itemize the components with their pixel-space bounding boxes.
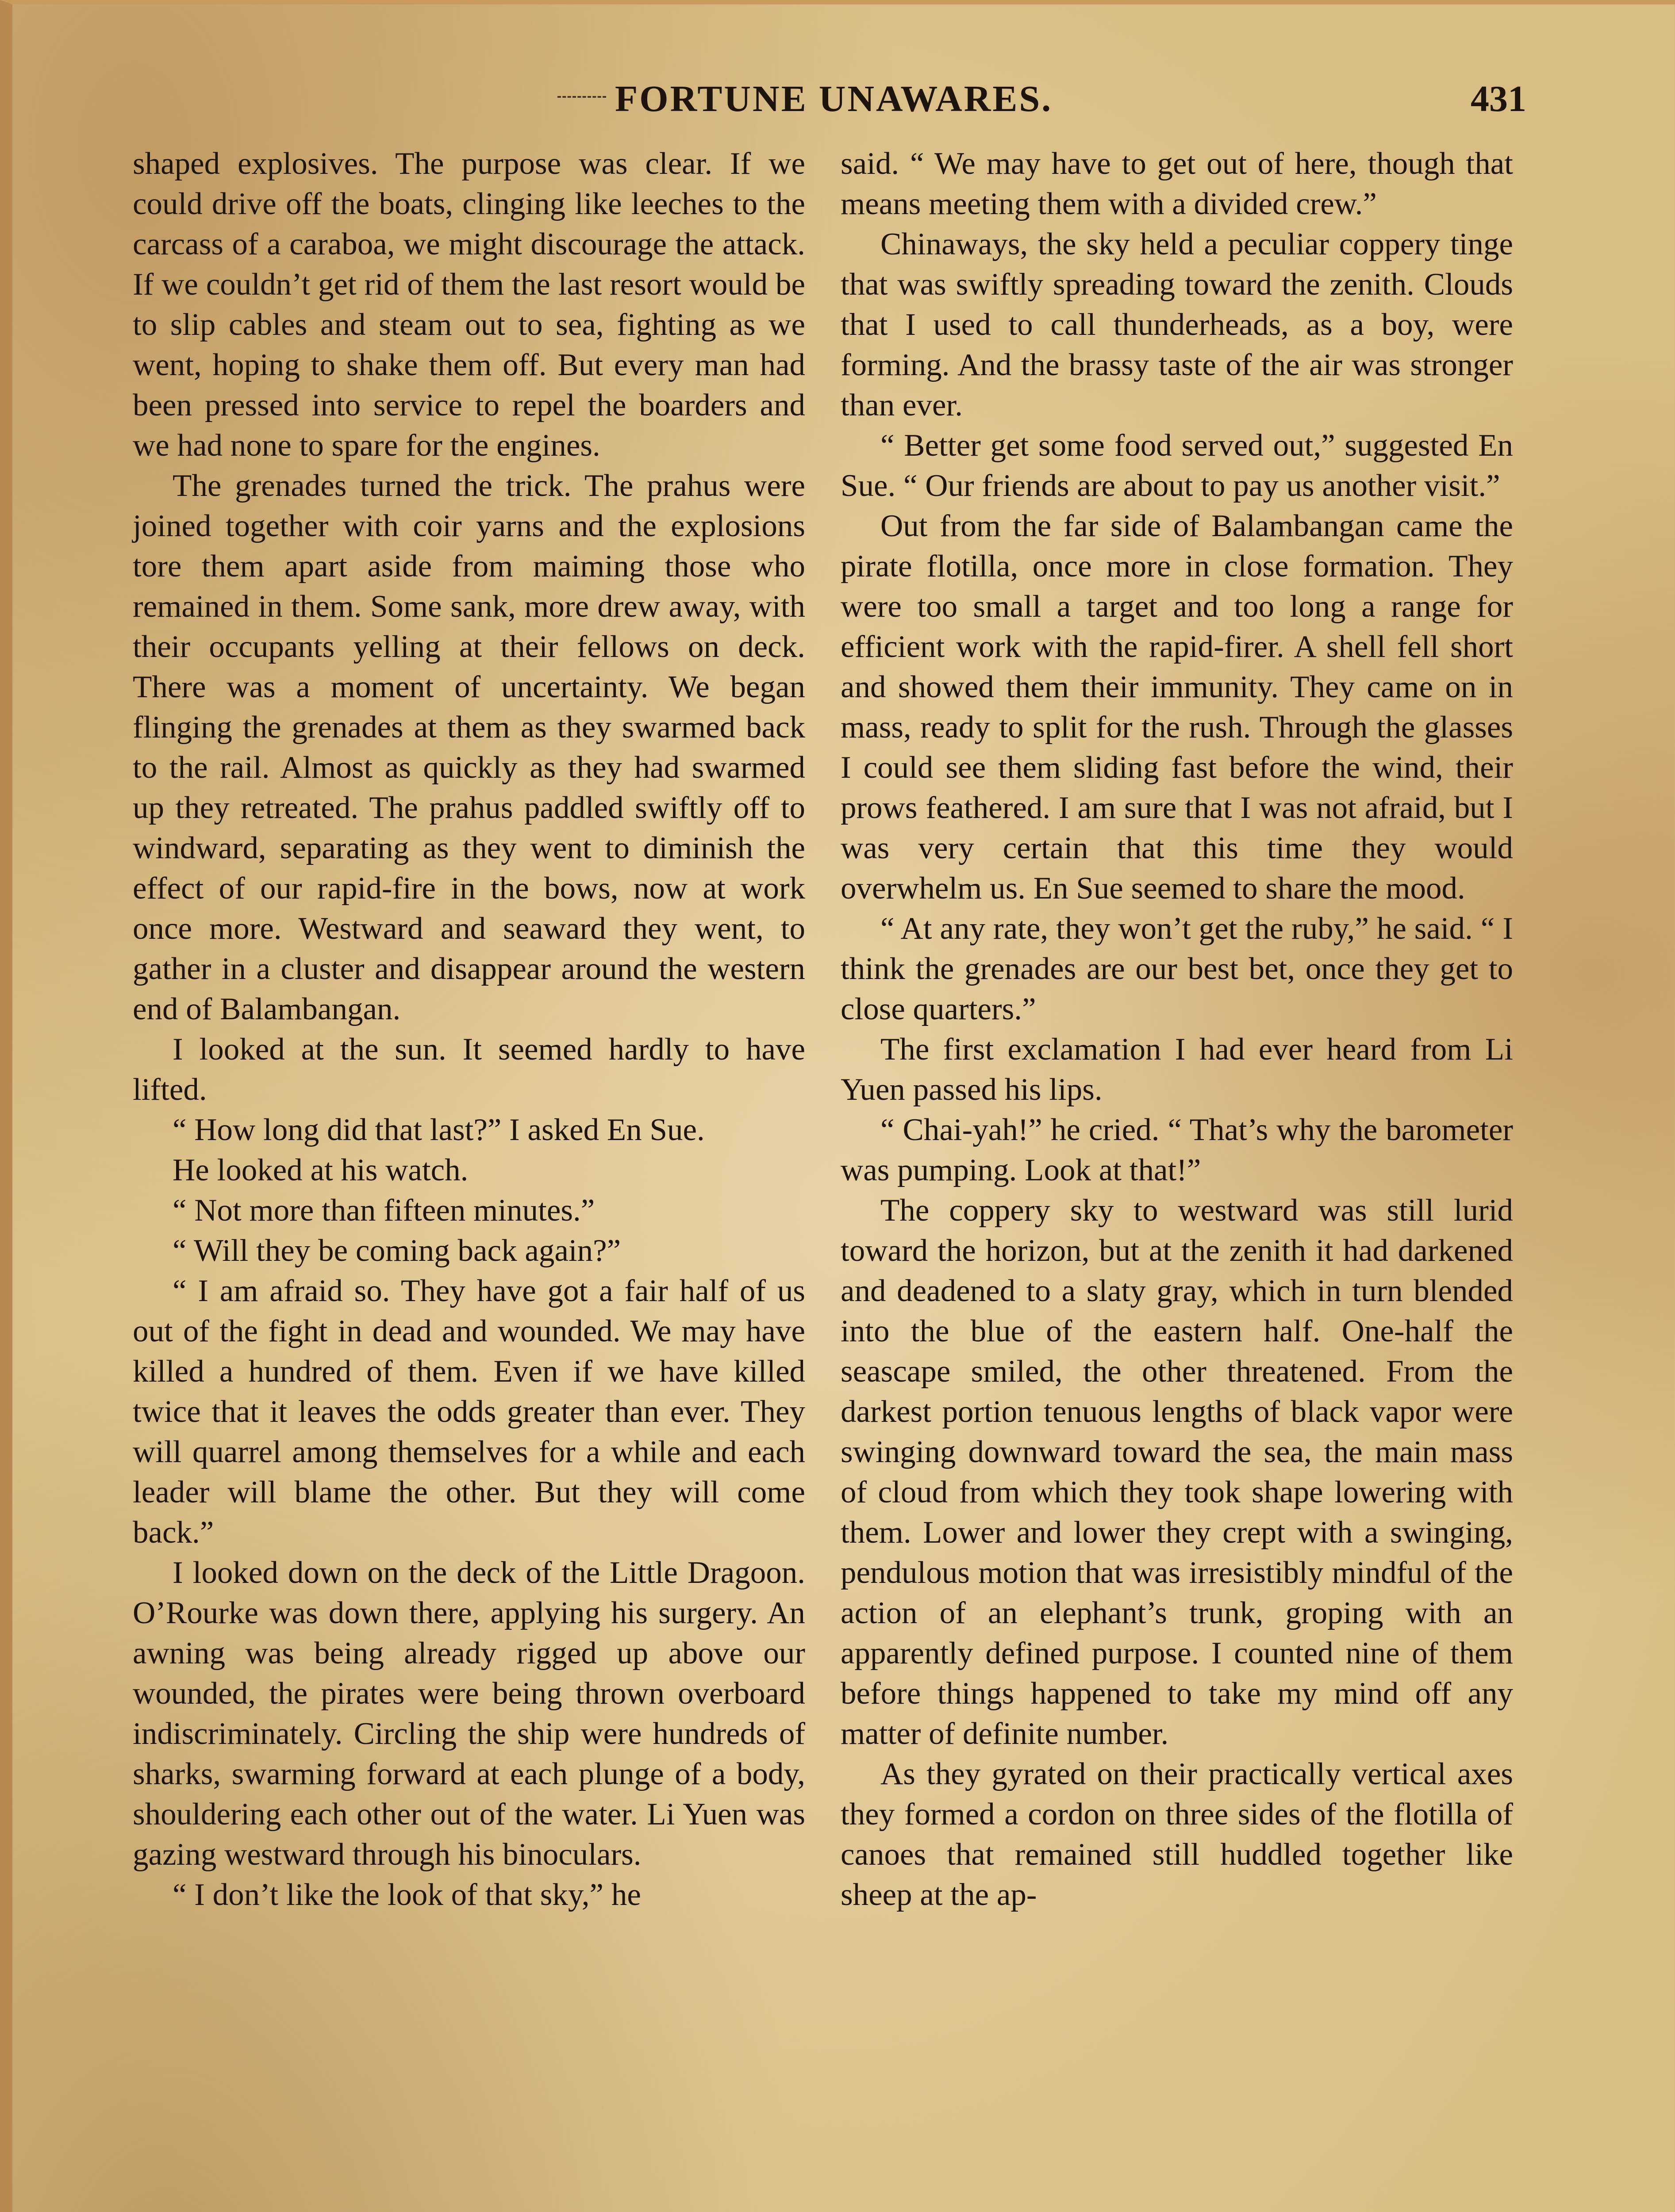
paragraph: “ I am afraid so. They have got a fair half of us out of the fight in dead and wounded. We may have killed a hundred of them. Even if we have killed twice that it leaves the odds greater than ever. They will quarrel among themselves for a while and each leader will blame the other. But they will come back.” xyxy=(133,1274,805,1550)
page-header xyxy=(133,77,1526,131)
right-column xyxy=(841,144,1513,1915)
paragraph: As they gyrated on their practically vertical axes they formed a cordon on three sides of the flotilla of canoes that remained still huddled together like sheep at the ap- xyxy=(841,1757,1513,1912)
header-dashes xyxy=(557,96,606,100)
paragraph: The grenades turned the trick. The prahus were joined together with coir yarns and the explosions tore them apart aside from maiming those who remained in them. Some sank, more drew away, with their occupants yelling at their fellows on deck. There was a moment of uncertainty. We began flinging the grenades at them as they swarmed back to the rail. Almost as quickly as they had swarmed up they retreated. The prahus paddled swiftly off to windward, separating as they went to diminish the effect of our rapid-fire in the bows, now at work once more. Westward and seaward they went, to gather in a cluster and disappear around the western end of Balambangan. xyxy=(133,469,805,1026)
paragraph: I looked at the sun. It seemed hardly to have lifted. xyxy=(133,1032,805,1107)
paragraph: “ At any rate, they won’t get the ruby,” he said. “ I think the grenades are our best bet, once they get to close quarters.” xyxy=(841,911,1513,1026)
left-column xyxy=(133,144,805,1915)
paragraph: said. “ We may have to get out of here, though that means meeting them with a divided crew.” xyxy=(841,146,1513,221)
paragraph: “ Will they be coming back again?” xyxy=(173,1233,621,1268)
page-number: 431 xyxy=(1471,78,1526,119)
paragraph: “ I don’t like the look of that sky,” he xyxy=(173,1878,641,1912)
paragraph: The first exclamation I had ever heard from Li Yuen passed his lips. xyxy=(841,1032,1513,1107)
paragraph: “ How long did that last?” I asked En Sue. xyxy=(173,1113,705,1147)
running-title: FORTUNE UNAWARES. xyxy=(615,78,1053,119)
paragraph: “ Not more than fifteen minutes.” xyxy=(173,1193,595,1228)
paragraph: Out from the far side of Balambangan came the pirate flotilla, once more in close formation. They were too small a target and too long a range for efficient work with the rapid-firer. A shell fell short and showed them their immunity. They came on in mass, ready to split for the rush. Through the glasses I could see them sliding fast before the wind, their prows feathered. I am sure that I was not afraid, but I was very certain that this time they would overwhelm us. En Sue seemed to share the mood. xyxy=(841,509,1513,906)
paragraph: shaped explosives. The purpose was clear. If we could drive off the boats, clinging like leeches to the carcass of a caraboa, we might discourage the attack. If we couldn’t get rid of them the last resort would be to slip cables and steam out to sea, fighting as we went, hoping to shake them off. But every man had been pressed into service to repel the boarders and we had none to spare for the engines. xyxy=(133,146,805,463)
paragraph: Chinaways, the sky held a peculiar coppery tinge that was swiftly spreading toward the zenith. Clouds that I used to call thunderheads, as a boy, were forming. And the brassy taste of the air was stronger than ever. xyxy=(841,227,1513,422)
paragraph: He looked at his watch. xyxy=(173,1153,469,1187)
paragraph: The coppery sky to westward was still lurid toward the horizon, but at the zenith it had darkened and deadened to a slaty gray, which in turn blended into the blue of the eastern half. One-half the seascape smiled, the other threatened. From the darkest portion tenuous lengths of black vapor were swinging downward toward the sea, the main mass of cloud from which they took shape lowering with them. Lower and lower they crept with a swinging, pendulous motion that was irresistibly mindful of the action of an elephant’s trunk, groping with an apparently defined purpose. I counted nine of them before things happened to take my mind off any matter of definite number. xyxy=(841,1193,1513,1751)
paragraph: I looked down on the deck of the Little Dragoon. O’Rourke was down there, applying his surgery. An awning was being already rigged up above our wounded, the pirates were being thrown overboard indiscriminately. Circling the ship were hundreds of sharks, swarming forward at each plunge of a body, shouldering each other out of the water. Li Yuen was gazing westward through his binoculars. xyxy=(133,1555,805,1872)
paragraph: “ Better get some food served out,” suggested En Sue. “ Our friends are about to pay us another visit.” xyxy=(841,428,1513,503)
paragraph: “ Chai-yah!” he cried. “ That’s why the barometer was pumping. Look at that!” xyxy=(841,1113,1513,1187)
